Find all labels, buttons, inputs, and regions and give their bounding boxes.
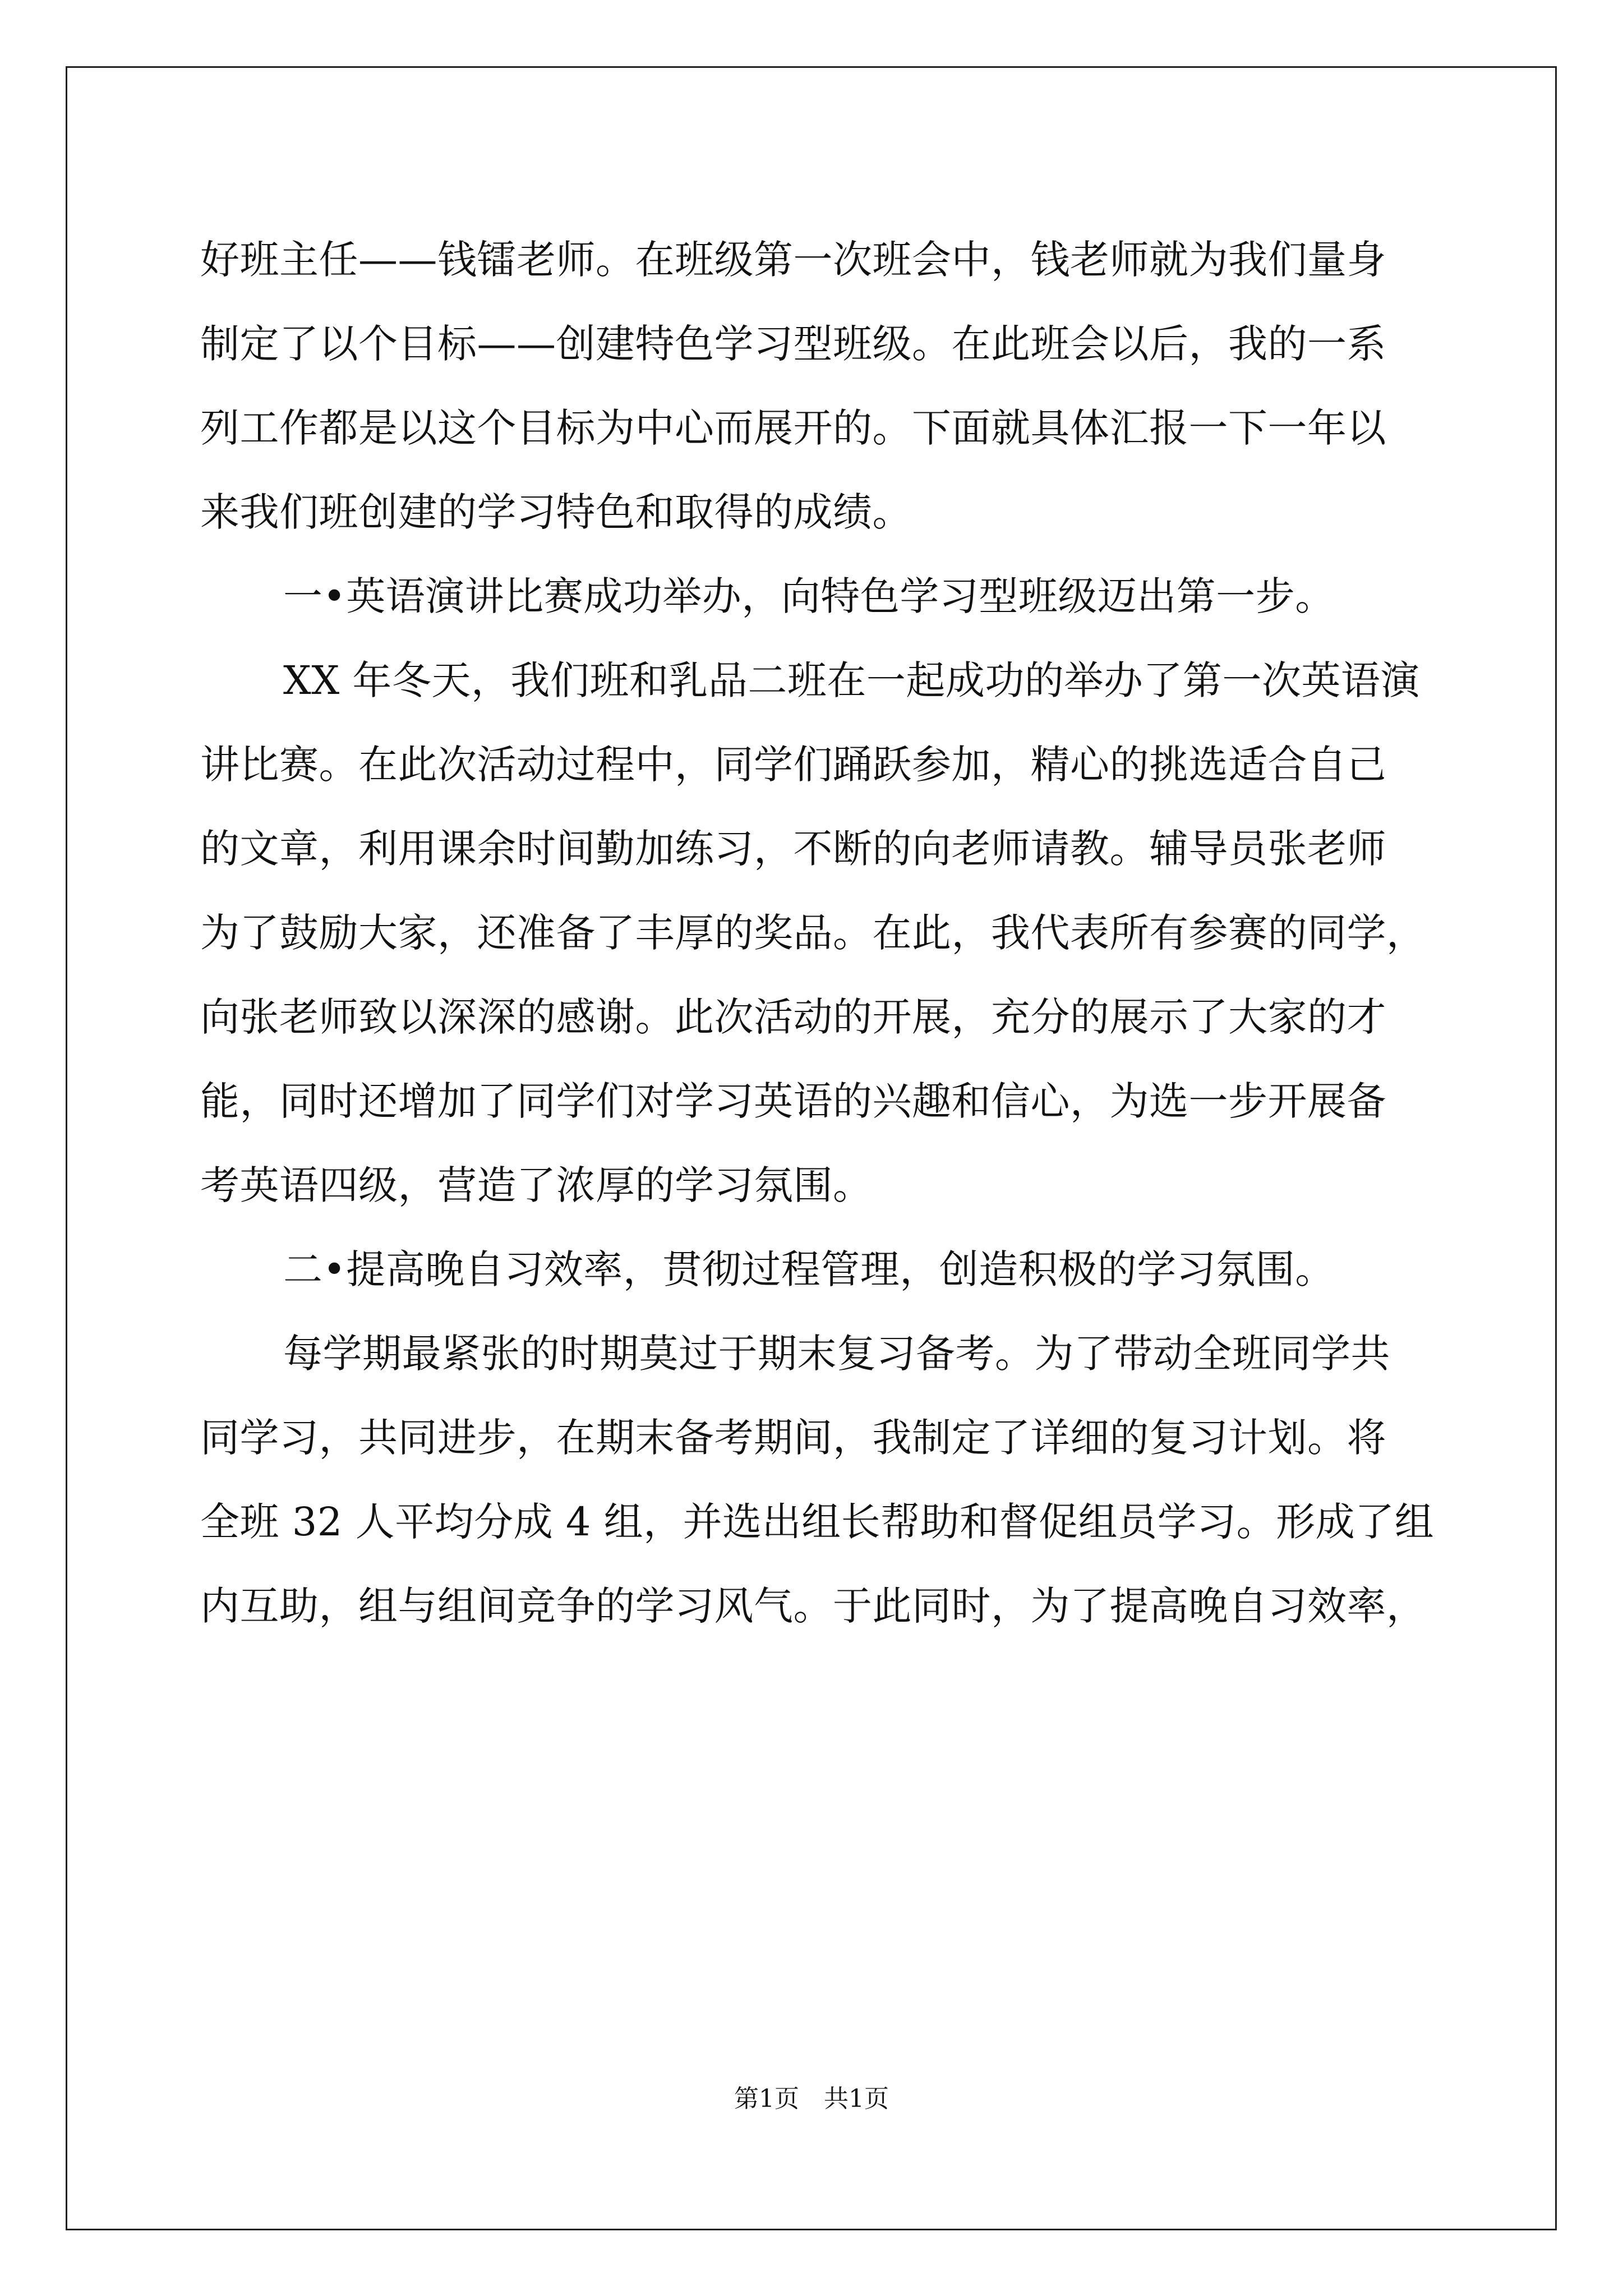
document-body <box>200 218 1435 1648</box>
body-line: 每学期最紧张的时期莫过于期末复习备考。为了带动全班同学共 <box>283 1331 1390 1377</box>
body-line: 为了鼓励大家，还准备了丰厚的奖品。在此，我代表所有参赛的同学， <box>200 910 1426 956</box>
body-line: 讲比赛。在此次活动过程中，同学们踊跃参加，精心的挑选适合自己 <box>200 742 1386 788</box>
body-line: 好班主任——钱镭老师。在班级第一次班会中，钱老师就为我们量身 <box>200 237 1386 283</box>
body-line: XX 年冬天，我们班和乳品二班在一起成功的举办了第一次英语演 <box>283 657 1420 703</box>
body-line: 同学习，共同进步，在期末备考期间，我制定了详细的复习计划。将 <box>200 1415 1386 1461</box>
body-line: 制定了以个目标——创建特色学习型班级。在此班会以后，我的一系 <box>200 321 1386 367</box>
body-line: 的文章，利用课余时间勤加练习，不断的向老师请教。辅导员张老师 <box>200 826 1386 872</box>
page-number-footer: 第1页 共1页 <box>734 2085 889 2113</box>
section-heading: 一•英语演讲比赛成功举办，向特色学习型班级迈出第一步。 <box>283 573 1335 619</box>
body-line: 来我们班创建的学习特色和取得的成绩。 <box>200 489 912 535</box>
body-line: 列工作都是以这个目标为中心而展开的。下面就具体汇报一下一年以 <box>200 405 1386 451</box>
body-line: 内互助，组与组间竞争的学习风气。于此同时，为了提高晚自习效率， <box>200 1583 1426 1629</box>
body-line: 能，同时还增加了同学们对学习英语的兴趣和信心，为选一步开展备 <box>200 1078 1386 1124</box>
section-heading: 二•提高晚自习效率，贯彻过程管理，创造积极的学习氛围。 <box>283 1246 1335 1292</box>
body-line: 考英语四级，营造了浓厚的学习氛围。 <box>200 1162 873 1208</box>
body-line: 全班 32 人平均分成 4 组，并选出组长帮助和督促组员学习。形成了组 <box>200 1499 1435 1545</box>
body-line: 向张老师致以深深的感谢。此次活动的开展，充分的展示了大家的才 <box>200 994 1386 1040</box>
